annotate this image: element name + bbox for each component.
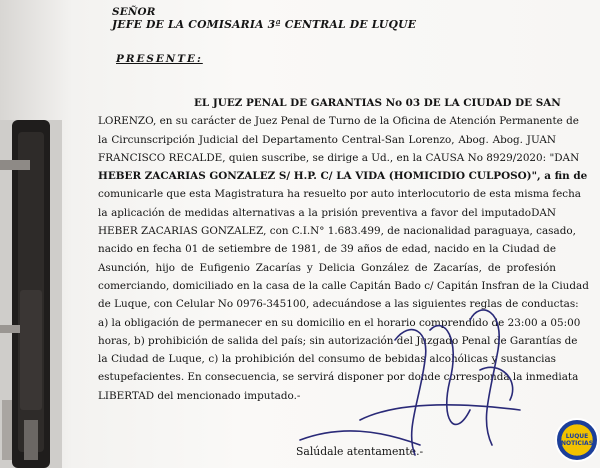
body-line: de Luque, con Celular No 0976-345100, adecuándose a las siguientes reglas de conductas: — [98, 298, 579, 311]
clipboard-clip — [0, 120, 62, 468]
body-line: HEBER ZACARIAS GONZALEZ, con C.I.N° 1.683.499, de nacionalidad paraguaya, casado, — [98, 225, 576, 238]
body-line: la Ciudad de Luque, c) la prohibición del consumo de bebidas alcohólicas y sustancias — [98, 353, 556, 366]
body-line: comerciando, domiciliado en la casa de la calle Capitán Bado c/ Capitán Insfran de la Ciudad — [98, 279, 589, 292]
body-line: horas, b) prohibición de salida del país; sin autorización del Juzgado Penal de Garantías de — [98, 334, 578, 347]
letter-body — [98, 94, 589, 405]
body-line: HEBER ZACARIAS GONZALEZ S/ H.P. C/ LA VIDA (HOMICIDIO CULPOSO)", a fin de — [98, 170, 588, 183]
body-line: a) la obligación de permanecer en su domicilio en el horario comprendido de 23:00 a 05:00 — [98, 316, 581, 329]
body-line: la aplicación de medidas alternativas a la prisión preventiva a favor del imputadoDAN — [98, 206, 556, 219]
body-line: Asunción, hijo de Eufigenio Zacarías y Delicia González de Zacarías, de profesión — [98, 261, 556, 274]
body-line: la Circunscripción Judicial del Departamento Central-San Lorenzo, Abog. Abog. JUAN — [98, 133, 556, 146]
presente-heading: PRESENTE: — [116, 53, 203, 65]
body-line: LIBERTAD del mencionado imputado.- — [98, 389, 301, 402]
body-line: comunicarle que esta Magistratura ha resuelto por auto interlocutorio de esta misma fecha — [98, 188, 581, 201]
recipient-title: JEFE DE LA COMISARIA 3ª CENTRAL DE LUQUE — [112, 18, 417, 31]
watermark-logo — [555, 418, 599, 462]
body-line: nacido en fecha 01 de setiembre de 1981, de 39 años de edad, nacido en la Ciudad de — [98, 243, 556, 256]
salutation: SEÑOR — [112, 6, 156, 18]
closing-line: Salúdale atentamente.- — [296, 445, 424, 458]
body-line: EL JUEZ PENAL DE GARANTIAS No 03 DE LA CIUDAD DE SAN — [194, 97, 561, 109]
body-line: FRANCISCO RECALDE, quien suscribe, se dirige a Ud., en la CAUSA No 8929/2020: "DAN — [98, 151, 580, 164]
body-line: estupefacientes. En consecuencia, se servirá disponer por donde corresponda la inmediata — [98, 371, 579, 384]
logo-text: LUQUE NOTICIAS — [560, 433, 594, 447]
body-line: LORENZO, en su carácter de Juez Penal de Turno de la Oficina de Atención Permanente de — [98, 115, 579, 128]
